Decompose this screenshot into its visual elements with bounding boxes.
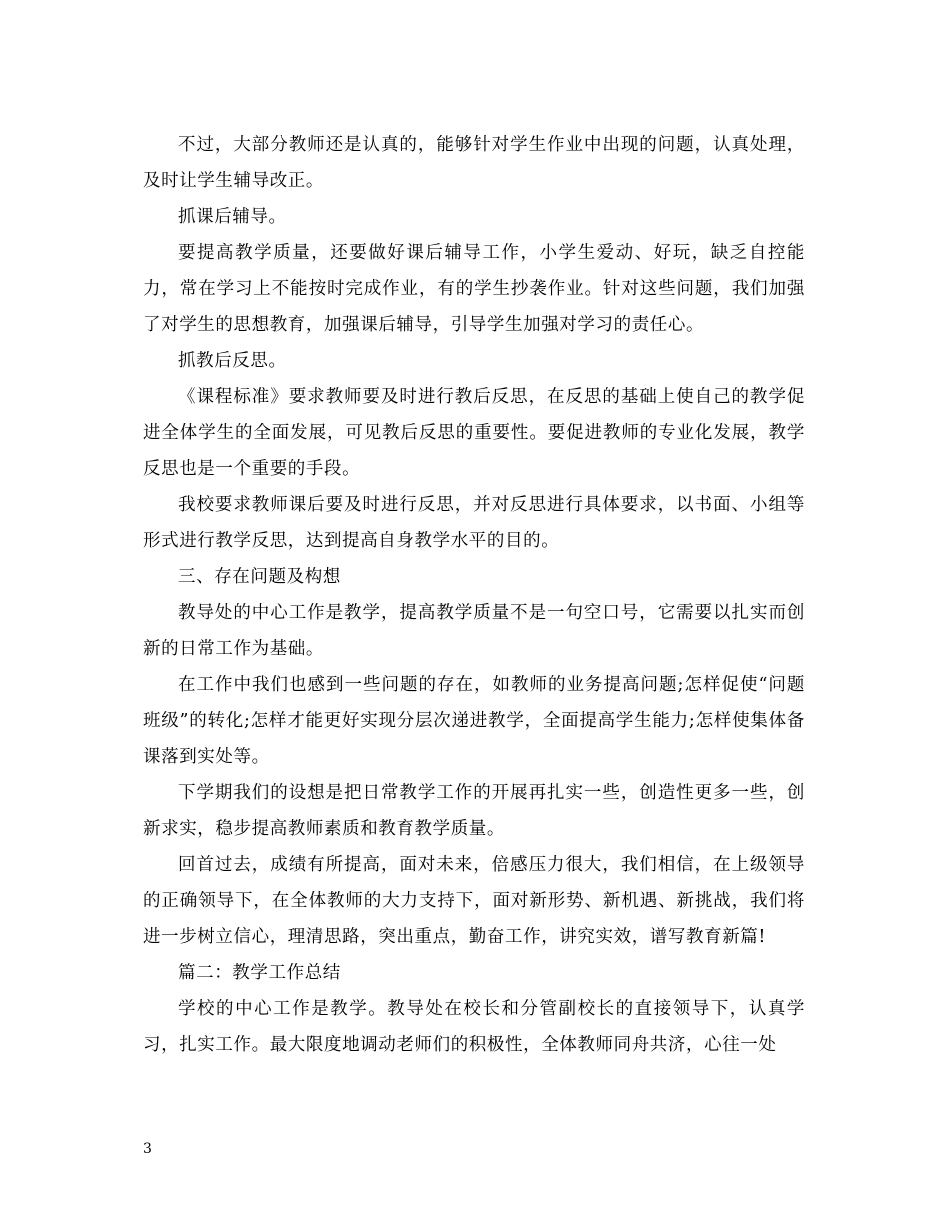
document-body <box>143 127 805 1063</box>
paragraph: 下学期我们的设想是把日常教学工作的开展再扎实一些，创造性更多一些，创新求实，稳步提高教师素质和教育教学质量。 <box>143 783 805 839</box>
section-heading: 抓教后反思。 <box>178 351 287 371</box>
paragraph: 教导处的中心工作是教学，提高教学质量不是一句空口号，它需要以扎实而创新的日常工作为基础。 <box>143 603 805 659</box>
paragraph: 回首过去，成绩有所提高，面对未来，倍感压力很大，我们相信，在上级领导的正确领导下，在全体教师的大力支持下，面对新形势、新机遇、新挑战，我们将进一步树立信心，理清思路，突出重点，勤奋工作，讲究实效，谱写教育新篇! <box>143 855 805 947</box>
paragraph: 在工作中我们也感到一些问题的存在，如教师的业务提高问题;怎样促使“问题班级”的转化;怎样才能更好实现分层次递进教学，全面提高学生能力;怎样使集体备课落到实处等。 <box>143 675 805 767</box>
paragraph: 不过，大部分教师还是认真的，能够针对学生作业中出现的问题，认真处理，及时让学生辅导改正。 <box>143 135 805 191</box>
paragraph: 《课程标准》要求教师要及时进行教后反思，在反思的基础上使自己的教学促进全体学生的全面发展，可见教后反思的重要性。要促进教师的专业化发展，教学反思也是一个重要的手段。 <box>143 387 805 479</box>
section-heading: 抓课后辅导。 <box>178 207 287 227</box>
section-heading: 篇二：教学工作总结 <box>178 963 341 983</box>
paragraph: 我校要求教师课后要及时进行反思，并对反思进行具体要求，以书面、小组等形式进行教学反思，达到提高自身教学水平的目的。 <box>143 495 805 551</box>
paragraph: 学校的中心工作是教学。教导处在校长和分管副校长的直接领导下，认真学习，扎实工作。最大限度地调动老师们的积极性，全体教师同舟共济，心往一处 <box>143 999 805 1055</box>
section-heading: 三、存在问题及构想 <box>178 567 341 587</box>
page-number: 3 <box>143 1141 152 1157</box>
paragraph: 要提高教学质量，还要做好课后辅导工作，小学生爱动、好玩，缺乏自控能力，常在学习上不能按时完成作业，有的学生抄袭作业。针对这些问题，我们加强了对学生的思想教育，加强课后辅导，引导学生加强对学习的责任心。 <box>143 243 805 335</box>
